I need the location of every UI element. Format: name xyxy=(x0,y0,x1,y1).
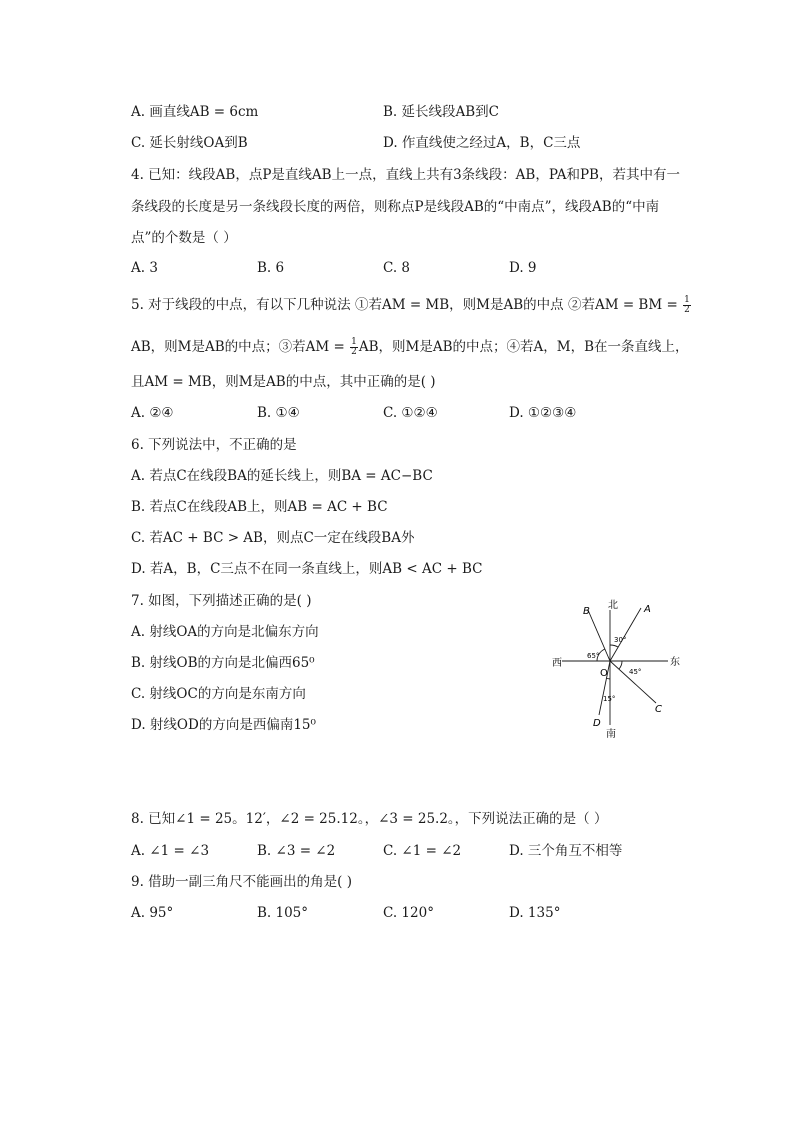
label-origin: O xyxy=(600,668,608,679)
q5-line2-text: AB，则M是AB的中点；③若AM = xyxy=(131,339,345,355)
q6-option-c: C. 若AC + BC > AB，则点C一定在线段BA外 xyxy=(131,530,415,546)
q5-option-b: B. ①④ xyxy=(257,405,300,421)
q6-stem: 6. 下列说法中，不正确的是 xyxy=(131,437,297,453)
q7-option-d: D. 射线OD的方向是西偏南15⁰ xyxy=(131,717,316,733)
q8-stem: 8. 已知∠1 = 25。12′，∠2 = 25.12。，∠3 = 25.2。，下列说法正确的是（ ） xyxy=(131,811,608,827)
q7-option-c: C. 射线OC的方向是东南方向 xyxy=(131,686,306,702)
q9-option-b: B. 105° xyxy=(257,905,309,921)
fraction-numerator: 1 xyxy=(351,337,357,347)
q4-option-a: A. 3 xyxy=(131,260,158,276)
q9-stem: 9. 借助一副三角尺不能画出的角是( ) xyxy=(131,874,352,890)
angle-label-b: 65° xyxy=(587,652,600,660)
q5-option-a: A. ②④ xyxy=(131,405,174,421)
angle-arc-c xyxy=(619,661,622,669)
q6-option-b: B. 若点C在线段AB上，则AB = AC + BC xyxy=(131,499,388,515)
q4-option-b: B. 6 xyxy=(257,260,285,276)
q4-stem-line2: 条线段的长度是另一条线段长度的两倍，则称点P是线段AB的“中南点”，线段AB的“中南 xyxy=(131,199,660,215)
q5-option-c: C. ①②④ xyxy=(383,405,438,421)
q4-option-d: D. 9 xyxy=(509,260,537,276)
q3-option-b: B. 延长线段AB到C xyxy=(383,104,500,120)
angle-arc-a xyxy=(610,645,618,647)
label-east: 东 xyxy=(670,657,680,668)
q5-stem-line3: 且AM = MB，则M是AB的中点，其中正确的是( ) xyxy=(131,374,436,390)
label-b: B xyxy=(583,606,590,617)
q8-option-a: A. ∠1 = ∠3 xyxy=(131,843,210,859)
label-west: 西 xyxy=(552,658,562,669)
q8-option-b: B. ∠3 = ∠2 xyxy=(257,843,336,859)
q5-line1-text: 5. 对于线段的中点，有以下几种说法 ①若AM = MB，则M是AB的中点 ②若AM = BM = xyxy=(131,297,678,313)
q8-option-d: D. 三个角互不相等 xyxy=(509,843,623,859)
q5-stem-line2 xyxy=(131,338,689,357)
label-north: 北 xyxy=(608,600,618,611)
q7-option-b: B. 射线OB的方向是北偏西65⁰ xyxy=(131,655,315,671)
q3-option-d: D. 作直线使之经过A，B，C三点 xyxy=(383,135,581,151)
fraction-half xyxy=(350,338,358,357)
fraction-denominator: 2 xyxy=(351,347,357,357)
compass-diagram xyxy=(548,600,688,740)
q4-option-c: C. 8 xyxy=(383,260,411,276)
q7-stem: 7. 如图，下列描述正确的是( ) xyxy=(131,593,312,609)
fraction-denominator: 2 xyxy=(684,305,690,315)
q8-option-c: C. ∠1 = ∠2 xyxy=(383,843,462,859)
label-d: D xyxy=(593,718,601,729)
ray-oa xyxy=(610,608,641,661)
q5-option-d: D. ①②③④ xyxy=(509,405,577,421)
q5-stem-line1 xyxy=(131,296,692,315)
q6-option-a: A. 若点C在线段BA的延长线上，则BA = AC−BC xyxy=(131,468,433,484)
angle-label-a: 30° xyxy=(614,636,627,644)
label-south: 南 xyxy=(606,729,616,740)
q5-line2-post: AB，则M是AB的中点；④若A，M，B在一条直线上， xyxy=(358,339,689,355)
q3-option-a: A. 画直线AB = 6cm xyxy=(131,104,259,120)
q3-option-c: C. 延长射线OA到B xyxy=(131,135,248,151)
q4-stem-line3: 点”的个数是（ ） xyxy=(131,230,237,246)
angle-label-d: 15° xyxy=(603,695,616,703)
label-a: A xyxy=(644,604,651,615)
fraction-half xyxy=(683,296,691,315)
fraction-numerator: 1 xyxy=(684,295,690,305)
label-c: C xyxy=(655,704,662,715)
q7-option-a: A. 射线OA的方向是北偏东方向 xyxy=(131,624,319,640)
q9-option-a: A. 95° xyxy=(131,905,174,921)
q4-stem-line1: 4. 已知：线段AB，点P是直线AB上一点，直线上共有3条线段：AB，PA和PB，若其中有一 xyxy=(131,167,680,183)
q9-option-c: C. 120° xyxy=(383,905,434,921)
q6-option-d: D. 若A，B，C三点不在同一条直线上，则AB < AC + BC xyxy=(131,561,483,577)
q9-option-d: D. 135° xyxy=(509,905,561,921)
angle-label-c: 45° xyxy=(629,668,642,676)
